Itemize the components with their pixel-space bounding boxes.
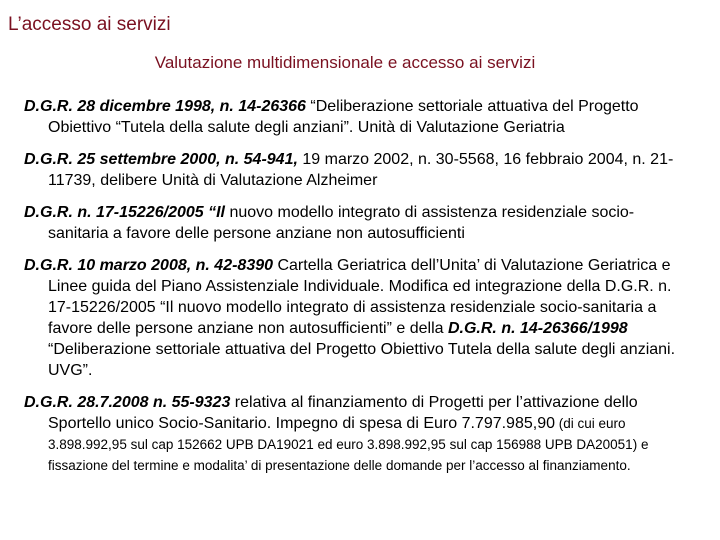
regulation-description: Cartella Geriatrica dell’Unita’ di Valutazione Geriatrica e Linee guida del Piano Assistenziale Individuale. Modifica ed integrazione della D.G.R. n. 17-15226/2005 “Il nuovo modello integrato di assistenza residenziale socio-sanitaria a favore delle persone anziane non autosufficienti” e della [48,257,672,337]
regulation-reference-emphasis: Il [216,204,225,221]
regulation-entry-5 [24,392,694,476]
regulation-reference: D.G.R. 28.7.2008 n. 55-9323 [24,394,231,411]
regulation-reference-secondary: D.G.R. n. 14-26366/1998 [447,320,628,337]
slide-subtitle: Valutazione multidimensionale e accesso ai servizi [154,53,536,72]
regulation-description: “Deliberazione settoriale attuativa del Progetto Obiettivo “Tutela della salute degli anziani”. Unità di Valutazione Geriatria [48,98,639,136]
regulation-reference: D.G.R. 25 settembre 2000, n. 54-941, [24,151,298,168]
regulation-description: relativa al finanziamento di Progetti per l’attivazione dello Sportello unico Socio-Sanitario. Impegno di spesa di Euro 7.797.985,90 [48,394,638,432]
regulation-reference: D.G.R. 10 marzo 2008, n. 42-8390 [24,257,274,274]
regulation-entry-3 [24,202,694,244]
regulation-reference: D.G.R. 28 dicembre 1998, n. 14-26366 [24,98,306,115]
regulation-entry-1 [24,96,694,138]
regulation-list [24,96,694,487]
regulation-reference: D.G.R. n. 17-15226/2005 “ [24,204,217,221]
regulation-entry-4 [24,255,694,381]
regulation-description: nuovo modello integrato di assistenza residenziale socio-sanitaria a favore delle persone anziane non autosufficienti [48,204,635,242]
slide-title: L’accesso ai servizi [8,14,171,35]
regulation-description-continued: “Deliberazione settoriale attuativa del Progetto Obiettivo Tutela della salute degli anziani. UVG”. [48,341,676,379]
regulation-footnote: (di cui euro 3.898.992,95 sul cap 152662 UPB DA19021 ed euro 3.898.992,95 sul cap 156988 UPB DA20051) e fissazione del termine e modalita’ di presentazione delle domande per l’accesso al finanziamento. [48,416,649,473]
regulation-description: 19 marzo 2002, n. 30-5568, 16 febbraio 2004, n. 21-11739, delibere Unità di Valutazione Alzheimer [48,151,674,189]
regulation-entry-2 [24,149,694,191]
